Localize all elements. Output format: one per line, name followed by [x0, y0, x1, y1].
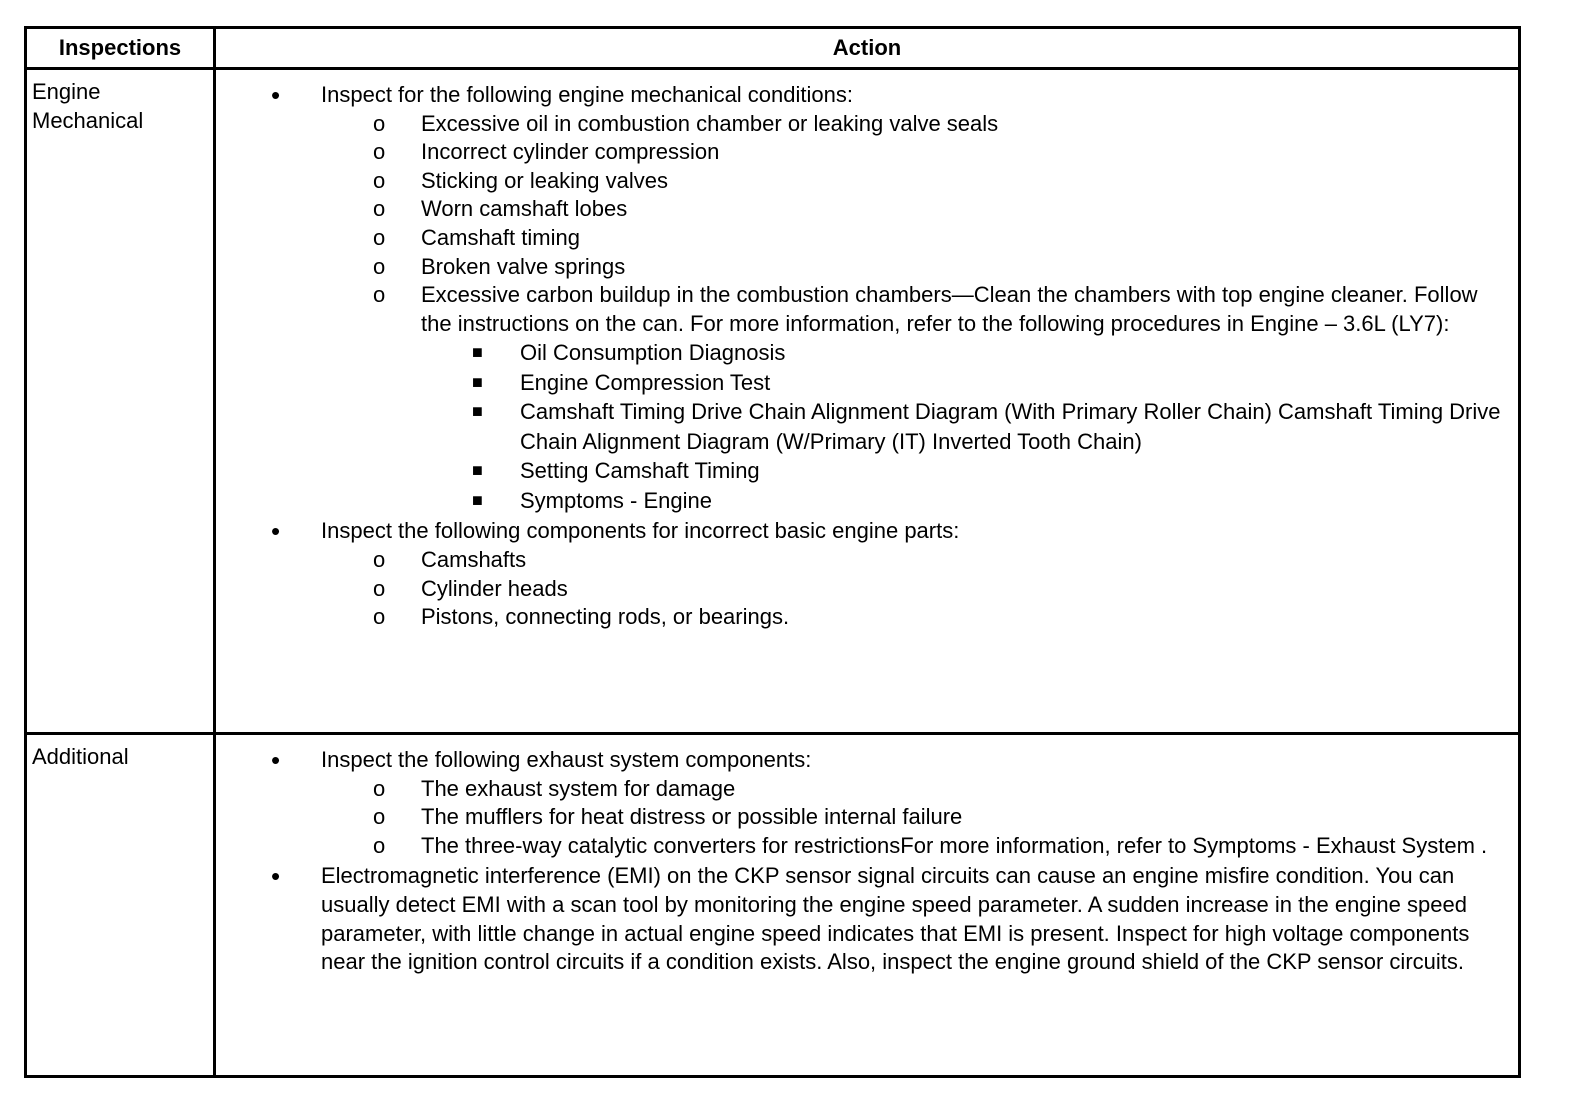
list-item [373, 224, 1514, 253]
circle-bullet-icon: o [373, 804, 386, 830]
list-item-text: Excessive carbon buildup in the combustion chambers—Clean the chambers with top engine cleaner. Follow the instructions on the can. For more information, refer to the following procedures in Engine – 3.6L (LY7): [421, 282, 1478, 336]
list-item [373, 138, 1514, 167]
row-divider [27, 732, 1518, 735]
list-item [373, 575, 1514, 604]
bullet-icon: • [271, 861, 281, 892]
list-item-text: Setting Camshaft Timing [520, 458, 760, 484]
row-label-engine-mechanical: Engine Mechanical [32, 79, 144, 133]
square-bullet-icon: ■ [472, 371, 483, 392]
column-divider [213, 29, 216, 1075]
list-item-text: Inspect for the following engine mechanical conditions: [321, 82, 853, 107]
list-item-text: The exhaust system for damage [421, 775, 736, 801]
circle-bullet-icon: o [373, 775, 386, 801]
inspection-table [24, 26, 1521, 1078]
list-item [373, 281, 1514, 515]
circle-bullet-icon: o [373, 167, 386, 193]
row-body-engine-mechanical [217, 81, 1514, 632]
circle-bullet-icon: o [373, 139, 386, 165]
list-item [472, 338, 1514, 368]
list-item-text: Oil Consumption Diagnosis [520, 340, 786, 366]
list-item [373, 603, 1514, 632]
circle-bullet-icon: o [373, 224, 386, 250]
header-divider [27, 67, 1518, 70]
square-bullet-icon: ■ [472, 460, 483, 481]
list-item-text: The mufflers for heat distress or possible internal failure [421, 804, 963, 830]
bullet-icon: • [271, 745, 281, 775]
list-item [373, 775, 1514, 804]
list-item [373, 803, 1514, 832]
square-bullet-icon: ■ [472, 489, 483, 510]
square-bullet-icon: ■ [472, 342, 483, 363]
header-action: Action [832, 35, 902, 60]
list-item [217, 517, 1514, 631]
list-item-text: The three-way catalytic converters for restrictionsFor more information, refer to Symptoms - Exhaust System . [421, 832, 1488, 858]
list-item [373, 195, 1514, 224]
list-item-text: Electromagnetic interference (EMI) on the CKP sensor signal circuits can cause an engine misfire condition. You can usually detect EMI with a scan tool by monitoring the engine speed parameter. A sudden increase in the engine speed parameter, with little change in actual engine speed indicates that EMI is present. Inspect for high voltage components near the ignition control circuits if a condition exists. Also, inspect the engine ground shield of the CKP sensor circuits. [321, 863, 1470, 975]
header-inspections: Inspections [58, 35, 182, 60]
list-item-text: Broken valve springs [421, 253, 626, 279]
circle-bullet-icon: o [373, 110, 386, 136]
list-item [472, 397, 1514, 456]
list-item [373, 110, 1514, 139]
list-item-text: Inspect the following exhaust system components: [321, 747, 812, 772]
list-item-text: Camshaft timing [421, 224, 580, 250]
circle-bullet-icon: o [373, 604, 386, 630]
circle-bullet-icon: o [373, 282, 386, 308]
row-body-additional [217, 746, 1514, 977]
list-item [217, 862, 1514, 976]
list-item-text: Excessive oil in combustion chamber or leaking valve seals [421, 110, 999, 136]
list-item [373, 546, 1514, 575]
list-item [472, 486, 1514, 516]
circle-bullet-icon: o [373, 253, 386, 279]
list-item [373, 253, 1514, 282]
list-item [472, 368, 1514, 398]
list-item [217, 746, 1514, 860]
list-item-text: Cylinder heads [421, 575, 568, 601]
list-item-text: Camshaft Timing Drive Chain Alignment Diagram (With Primary Roller Chain) Camshaft Timing Drive Chain Alignment Diagram (W/Primary (IT) Inverted Tooth Chain) [520, 399, 1501, 454]
list-item [472, 456, 1514, 486]
list-item-text: Camshafts [421, 546, 527, 572]
circle-bullet-icon: o [373, 196, 386, 222]
circle-bullet-icon: o [373, 575, 386, 601]
bullet-icon: • [271, 80, 281, 110]
circle-bullet-icon: o [373, 546, 386, 572]
list-item-text: Incorrect cylinder compression [421, 139, 720, 165]
list-item-text: Symptoms - Engine [520, 487, 712, 513]
bullet-icon: • [271, 516, 281, 547]
square-bullet-icon: ■ [472, 401, 483, 422]
row-label-additional: Additional [32, 744, 129, 769]
list-item [373, 167, 1514, 196]
list-item-text: Worn camshaft lobes [421, 196, 628, 222]
list-item-text: Inspect the following components for incorrect basic engine parts: [321, 518, 960, 544]
list-item-text: Engine Compression Test [520, 369, 771, 395]
circle-bullet-icon: o [373, 832, 386, 858]
list-item-text: Sticking or leaking valves [421, 167, 669, 193]
list-item [217, 81, 1514, 515]
list-item-text: Pistons, connecting rods, or bearings. [421, 604, 790, 630]
list-item [373, 832, 1514, 861]
